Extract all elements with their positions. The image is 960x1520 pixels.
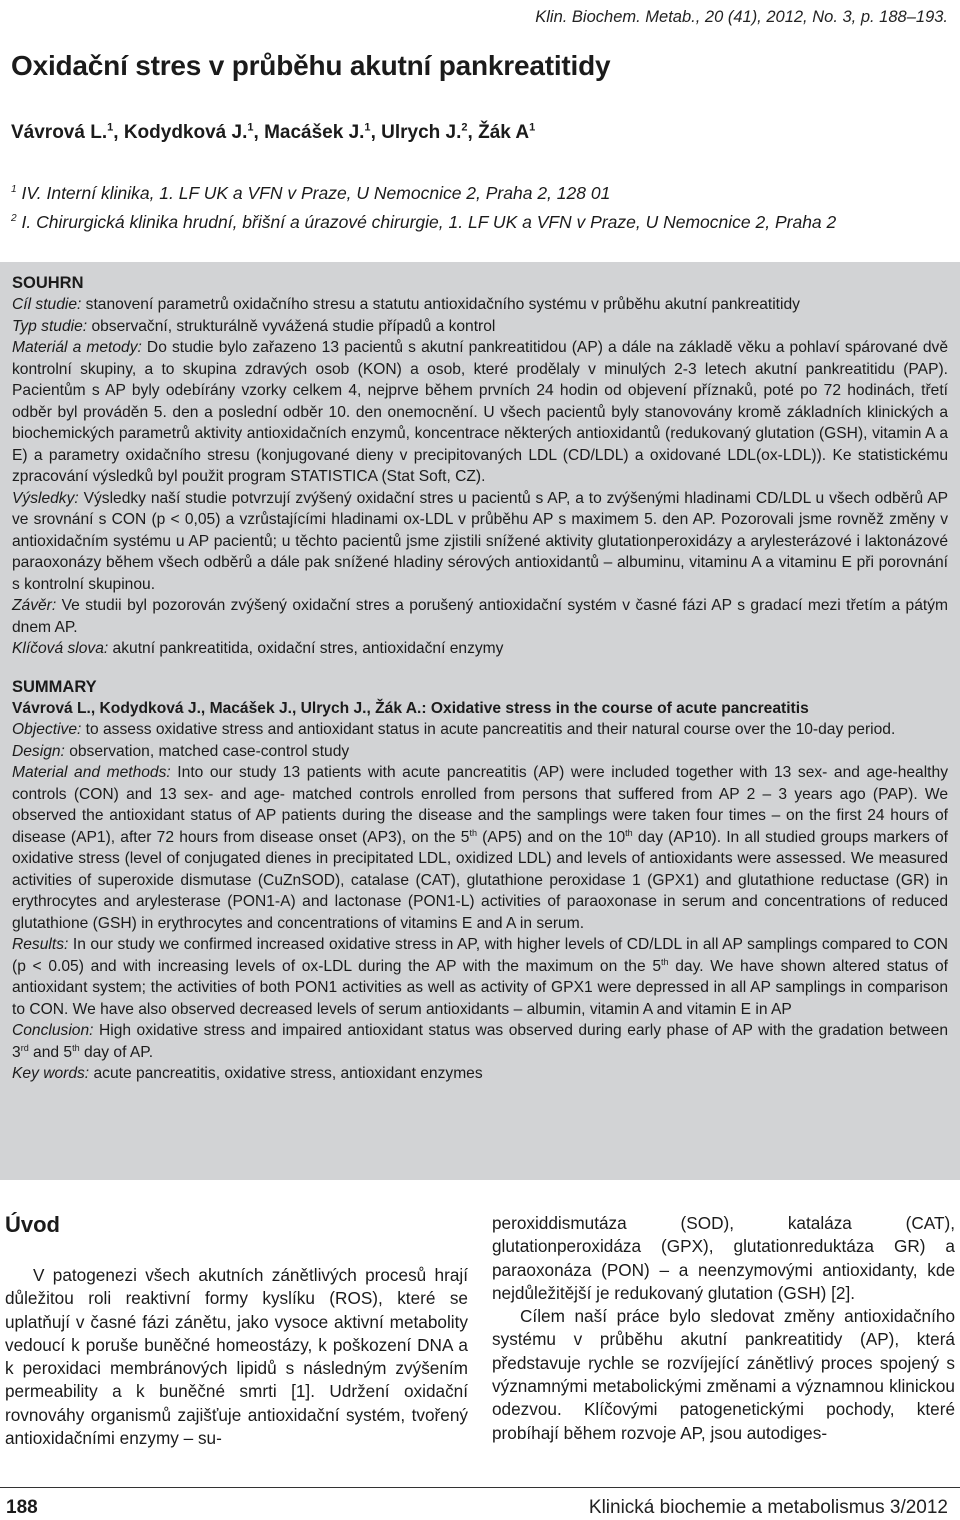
footer-divider (0, 1487, 960, 1488)
article-title: Oxidační stres v průběhu akutní pankreatitidy (11, 50, 611, 81)
body-column-left (5, 1212, 468, 1450)
author-affiliation-mark: 1 (364, 121, 371, 134)
summary-design: Design: observation, matched case-control study (12, 742, 350, 760)
author-name: Žák A (478, 122, 530, 143)
summary-keywords: Key words: acute pancreatitis, oxidative stress, antioxidant enzymes (12, 1065, 483, 1082)
souhrn-keywords: Klíčová slova: akutní pankreatitida, oxidační stres, antioxidační enzymy (12, 640, 504, 657)
abstract-box (0, 262, 960, 1180)
author-affiliation-mark: 1 (529, 121, 536, 134)
souhrn-heading: SOUHRN (12, 274, 84, 292)
summary-conclusion: Conclusion: High oxidative stress and impaired antioxidant status was observed during early phase of AP with the gradation between 3rd and 5th day of AP. (12, 1022, 948, 1061)
page-number: 188 (6, 1497, 38, 1518)
author-name: Macášek J. (264, 122, 365, 143)
summary-heading: SUMMARY (12, 677, 97, 696)
summary-methods: Material and methods: Into our study 13 patients with acute pancreatitis (AP) were included together with 13 sex- and age-healthy controls (CON) and 13 sex- and age- matched controls enrolled from persons that suffered from AP 2 – 3 years ago (PAP). We observed the antioxidant status of AP patients during the disease and the samplings were taken four times – on the first 24 hours of disease (AP1), after 72 hours from disease onset (AP3), on the 5th (AP5) and on the 10th day (AP10). In all studied groups markers of oxidative stress (level of conjugated dienes in precipitated LDL, oxidized LDL) and levels of antioxidants were assessed. We measured activities of superoxide dismutase (CuZnSOD), catalase (CAT), glutathione peroxidase 1 (GPX1) and glutathione reductase (GR) in erythrocytes and arylesterase (PON1-A) and lactonase (PON1-L) activities of paraoxonase in serum and concentrations of reduced glutathione (GSH) in erythrocytes and concentrations of vitamins E and A in serum. (12, 764, 948, 932)
summary-objective: Objective: to assess oxidative stress and antioxidant status in acute pancreatitis and their natural course over the 10-day period. (12, 721, 896, 738)
author-affiliation-mark: 1 (107, 121, 114, 134)
summary-title-line: Vávrová L., Kodydková J., Macášek J., Ulrych J., Žák A.: Oxidative stress in the course of acute pancreatitis (12, 699, 809, 717)
author-affiliation-mark: 2 (461, 121, 468, 134)
summary-results: Results: In our study we confirmed increased oxidative stress in AP, with higher levels of CD/LDL in all AP samplings compared to CON (p < 0.05) and with increasing levels of ox-LDL during the AP with the maximum on the 5th day. We have shown altered status of antioxidant system; the activities of both PON1 activities as well as activity of GPX1 were depressed in all AP samplings in comparison to CON. We have also observed decreased levels of serum antioxidants – albumin, vitamin A and vitamin E in AP (12, 936, 948, 1018)
souhrn-methods: Materiál a metody: Do studie bylo zařazeno 13 pacientů s akutní pankreatitidou (AP) a dále na základě věku a pohlaví spárované dvě kontrolní skupiny, a to skupina zdravých osob (KON) a osob, které prodělaly v minulých 2-3 letech akutní pankreatitidu (PAP). Pacientům s AP byly odebírány vzorky celkem 4, nejprve během prvních 24 hodin od objevení příznaků, poté po 72 hodinách, třetí odběr byl prováděn 5. den a poslední odběr 10. den onemocnění. U všech pacientů byly stanovovány kromě základních klinických a biochemických parametrů aktivity antioxidačních enzymů, koncentrace některých antioxidantů (redukovaný glutation (GSH), vitamin A a E) a parametry oxidačního stresu (konjugované dieny v precipitovaných LDL (CD/LDL) a oxidované LDL(ox-LDL)). Ke statistickému zpracování výsledků byl použit program STATISTICA (Stat Soft, CZ). (12, 339, 948, 485)
section-gap (12, 660, 948, 676)
journal-reference: Klin. Biochem. Metab., 20 (41), 2012, No. 3, p. 188–193. (535, 8, 948, 26)
body-paragraph: Cílem naší práce bylo sledovat změny antioxidačního systému v průběhu akutní pankreatitidy (AP), která představuje rychle se rozvíjející zánětlivý proces spojený s významnými metabolickými změnami a významnou klinickou odezvou. Klíčovými patogenetickými pochody, které probíhají během rozvoje AP, jsou autodiges- (492, 1306, 955, 1443)
body-paragraph: V patogenezi všech akutních zánětlivých procesů hrají důležitou roli reaktivní formy kyslíku (ROS), které se uplatňují v časné fázi zánětu, jako vysoce aktivní metabolity vedoucí k poruše buněčné homeostázy, k poškození DNA a k peroxidaci membránových lipidů s následným zvýšením permeability a k buněčné smrti [1]. Udržení oxidační rovnováhy organismů zajišťuje antioxidační systém, tvořený antioxidačními enzymy – su- (5, 1265, 468, 1449)
introduction-heading: Úvod (5, 1212, 60, 1237)
affiliation-1: $^1$ IV. Interní klinika, 1. LF UK a VFN v Praze, U Nemocnice 2, Praha 2, 128 01 (11, 183, 611, 203)
body-paragraph: peroxiddismutáza (SOD), kataláza (CAT), glutationperoxidáza (GPX), glutationreduktáza GR) a paraoxonáza (PON) – a neenzymovými antioxidanty, kde nejdůležitější je redukovaný glutation (GSH) [2]. (492, 1213, 955, 1303)
author-name: Vávrová L. (11, 122, 108, 143)
author-name: Kodydková J. (123, 122, 248, 143)
author-affiliation-mark: 1 (247, 121, 254, 134)
souhrn-objective: Cíl studie: stanovení parametrů oxidačního stresu a statutu antioxidačního systému v průběhu akutní pankreatitidy (12, 296, 800, 313)
souhrn-results: Výsledky: Výsledky naší studie potvrzují zvýšený oxidační stres u pacientů s AP, a to zvýšenými hladinami CD/LDL u všech odběrů AP ve srovnání s CON (p < 0,05) a vzrůstajícími hladinami ox-LDL v průběhu AP s maximem 5. den AP. Pozorovali jsme rovněž změny v antioxidačním systému u AP pacientů; u těchto pacientů jsme zjistili snížené aktivity glutationperoxidázy a arylesterázové i laktonázové paraoxonázy během všech odběrů a dále pak snížené hladiny sérových antioxidantů – albuminu, vitaminu A a vitaminu E při porovnání s kontrolní skupinou. (12, 489, 948, 593)
souhrn-design: Typ studie: observační, strukturálně vyvážená studie případů a kontrol (12, 317, 496, 335)
author-list: Vávrová L.$^1$, Kodydková J.$^1$, Macášek J.$^1$, Ulrych J.$^2$, Žák $A^1$ (11, 121, 536, 143)
souhrn-conclusion: Závěr: Ve studii byl pozorován zvýšený oxidační stres a porušený antioxidační systém v časné fázi AP s gradací mezi třetím a pátým dnem AP. (12, 597, 948, 636)
author-name: Ulrych J. (381, 122, 462, 143)
body-column-right (492, 1212, 955, 1445)
affiliation-2: $^2$ I. Chirurgická klinika hrudní, břišní a úrazové chirurgie, 1. LF UK a VFN v Praze, U Nemocnice 2, Praha 2 (11, 212, 837, 232)
footer-journal-name: Klinická biochemie a metabolismus 3/2012 (588, 1497, 948, 1518)
